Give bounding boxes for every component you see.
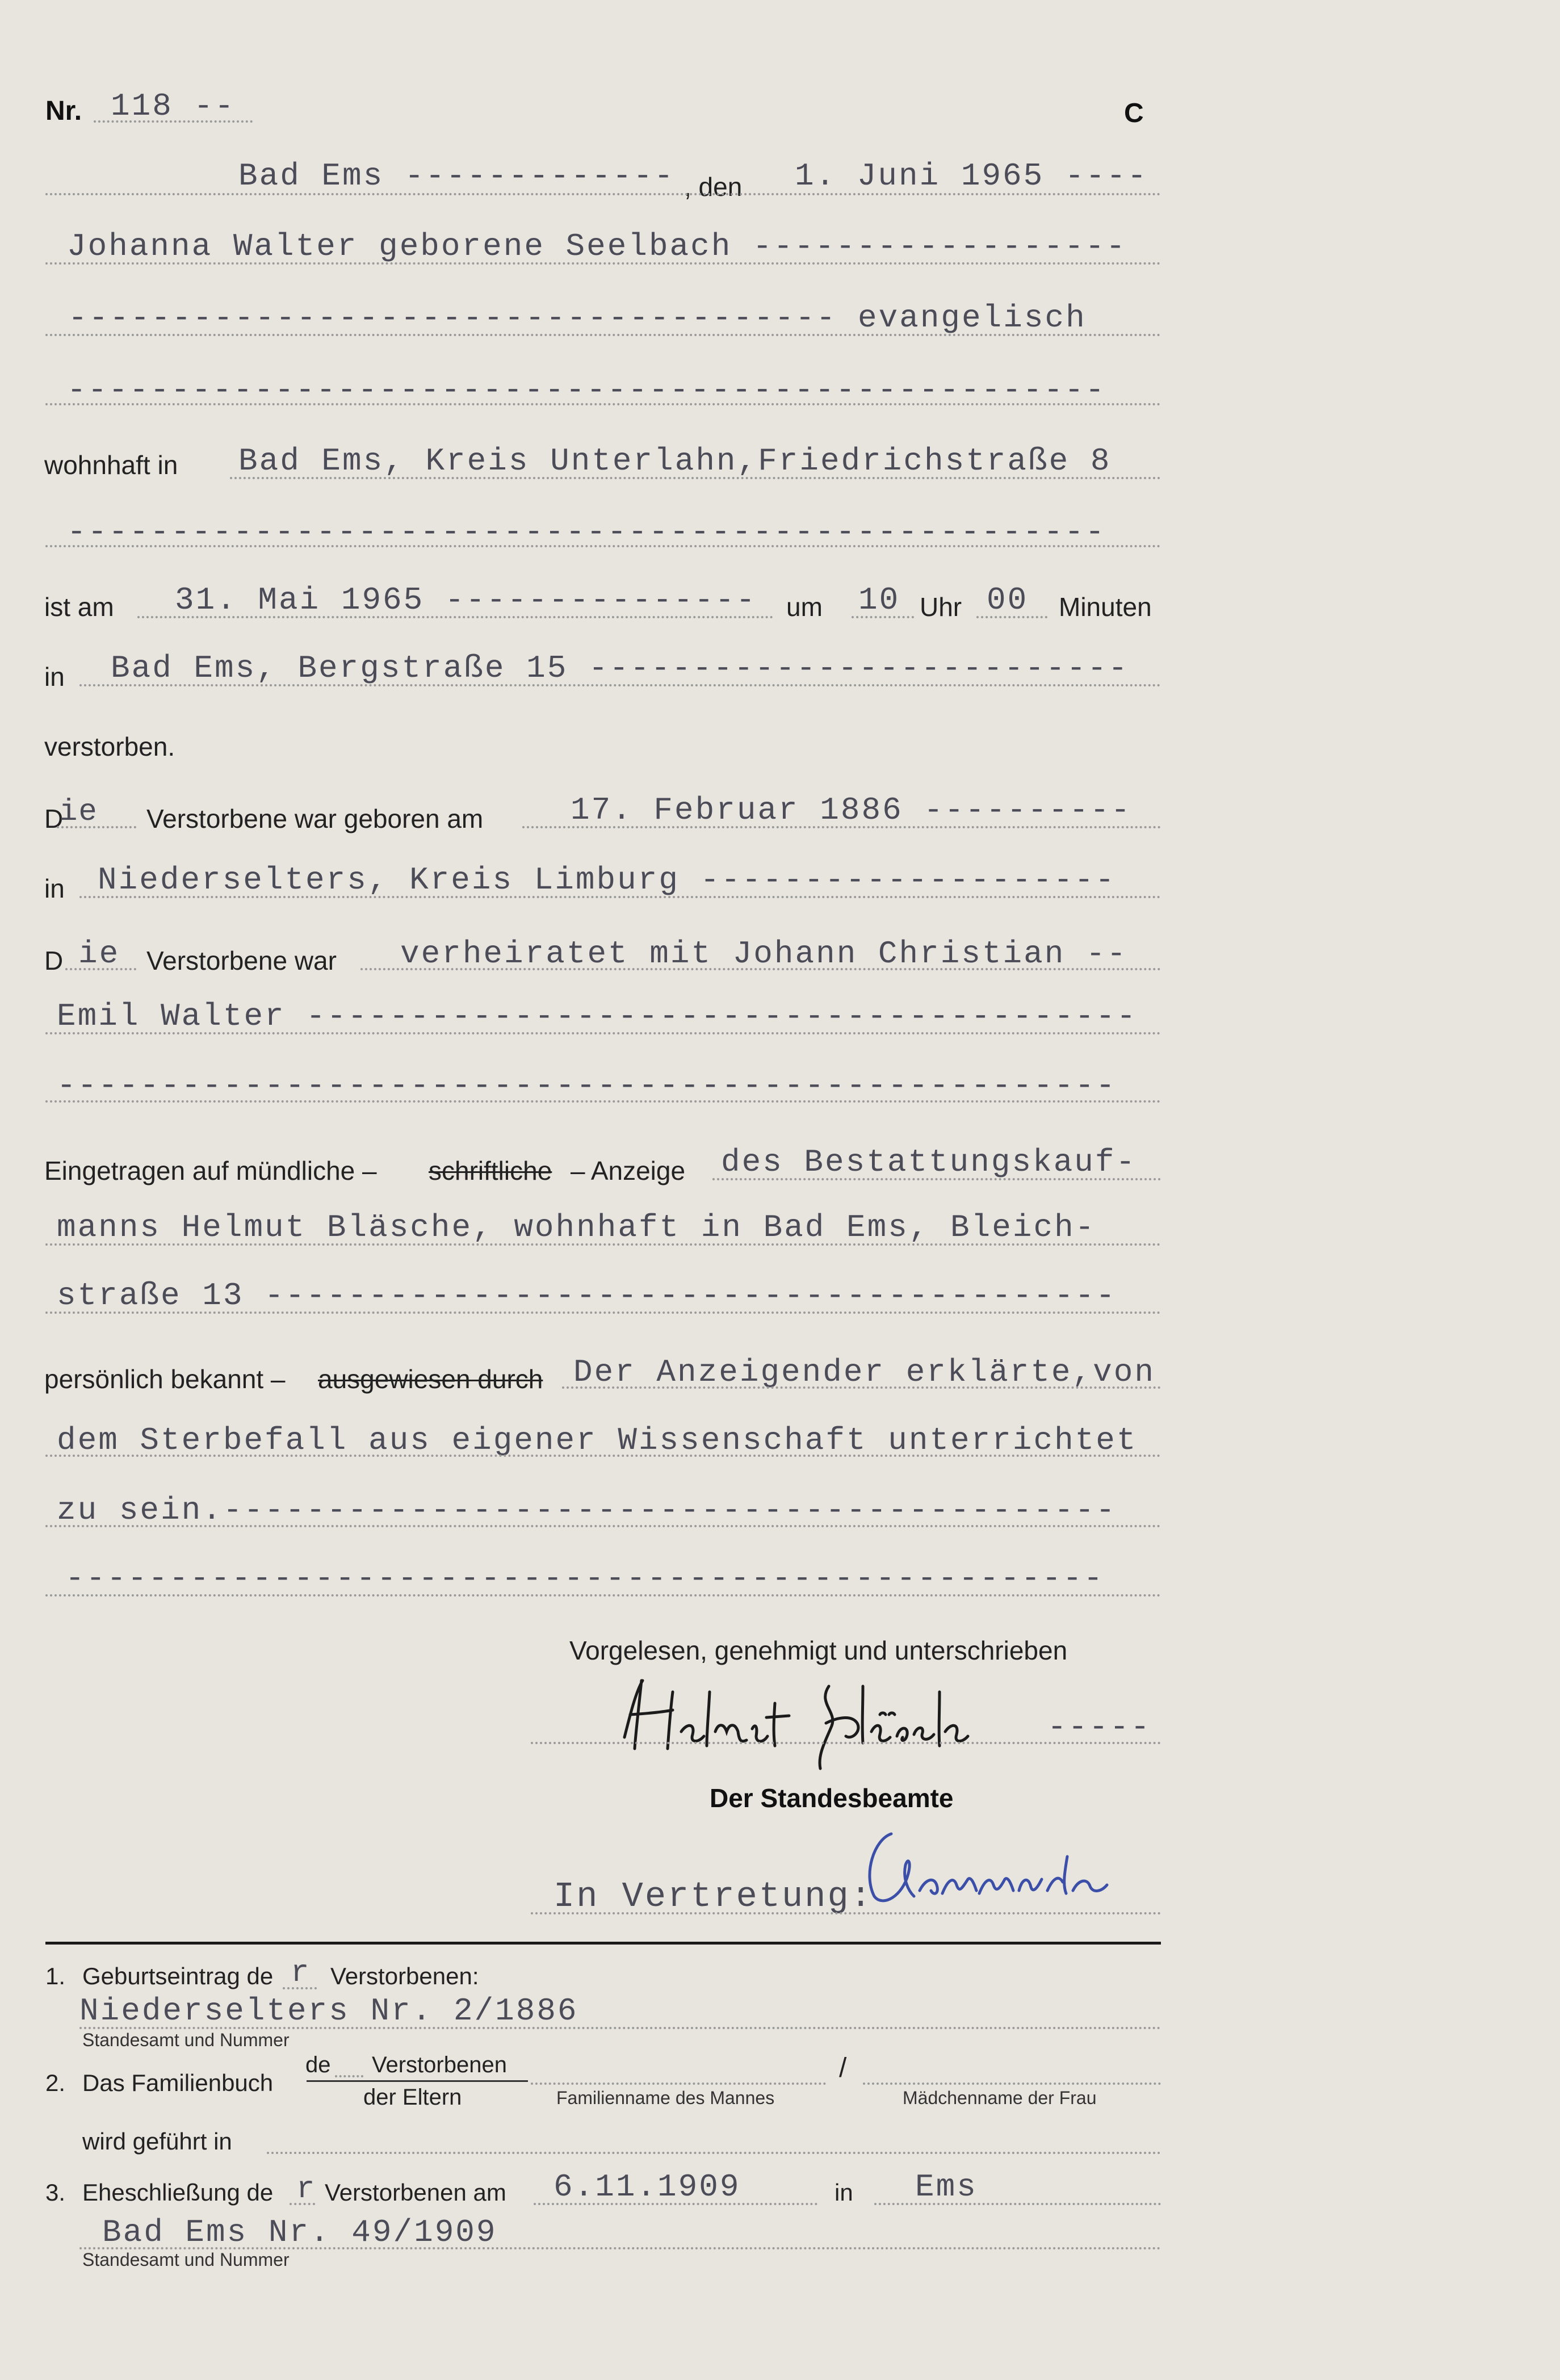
deputy-signature xyxy=(852,1811,1169,1925)
footnote-3-label-2: Verstorbenen am xyxy=(325,2179,506,2206)
birth-in-label: in xyxy=(44,874,65,903)
footnote-2-label: Das Familienbuch xyxy=(82,2069,274,2096)
registrar-signature xyxy=(613,1669,1033,1788)
birth-d-label: D xyxy=(44,804,64,833)
death-hour: 10 xyxy=(858,582,900,618)
deputy-label: In Vertretung: xyxy=(553,1876,873,1917)
minutes-underline xyxy=(976,616,1047,618)
footnote-1-label: Geburtseintrag de xyxy=(82,1963,274,1989)
registration-line-3-underline xyxy=(45,1311,1161,1314)
footnote-2-slash: / xyxy=(839,2053,847,2083)
identity-line-2: dem Sterbefall aus eigener Wissenschaft unterrichtet xyxy=(57,1422,1138,1459)
registration-line-1: des Bestattungskauf- xyxy=(721,1144,1137,1180)
identity-line-4: -------------------------------------------------- xyxy=(65,1560,1105,1597)
footnote-1-suffix-underline xyxy=(283,1987,317,1989)
death-date-underline xyxy=(137,616,773,618)
signature-dashes: ----- xyxy=(1047,1709,1152,1745)
footnote-2-husband-underline xyxy=(531,2082,826,2085)
identity-line-3-underline xyxy=(45,1525,1161,1527)
footnote-1-number: 1. xyxy=(45,1963,66,1989)
date-value: 1. Juni 1965 ---- xyxy=(795,158,1148,194)
place-value: Bad Ems ------------- xyxy=(238,158,675,194)
identity-label-struck: ausgewiesen durch xyxy=(318,1364,543,1394)
nr-value: 118 -- xyxy=(111,88,236,124)
identity-label-prefix: persönlich bekannt – xyxy=(44,1364,286,1394)
death-date: 31. Mai 1965 --------------- xyxy=(175,582,757,618)
hour-underline xyxy=(852,616,914,618)
name-underline xyxy=(45,262,1161,265)
wife-name-caption: Mädchenname der Frau xyxy=(903,2088,1097,2108)
identity-line-1: Der Anzeigender erklärte,von xyxy=(573,1354,1155,1390)
identity-line-1-underline xyxy=(562,1386,1161,1389)
residence-label: wohnhaft in xyxy=(44,450,178,480)
death-in-label: in xyxy=(44,662,65,692)
footnote-2-number: 2. xyxy=(45,2069,66,2096)
nr-underline xyxy=(94,120,253,123)
death-place: Bad Ems, Bergstraße 15 -------------------------- xyxy=(111,650,1129,686)
footnote-3-place: Ems xyxy=(915,2169,978,2205)
footnote-2-wird-label: wird geführt in xyxy=(82,2128,232,2155)
footnote-1-label-2: Verstorbenen: xyxy=(330,1963,479,1989)
footnote-2-verstorbenen: Verstorbenen xyxy=(372,2052,507,2077)
footnote-3-number: 3. xyxy=(45,2179,66,2206)
footnote-2-fraction-line xyxy=(307,2080,528,2082)
marital-d-underline xyxy=(65,968,136,970)
marital-line-1: verheiratet mit Johann Christian -- xyxy=(400,936,1128,972)
birth-date: 17. Februar 1886 ---------- xyxy=(571,792,1132,828)
nr-label: Nr. xyxy=(45,96,82,126)
footnote-1-value-underline xyxy=(79,2027,1161,2029)
husband-name-caption: Familienname des Mannes xyxy=(556,2088,775,2108)
marital-d-suffix: ie xyxy=(78,936,120,972)
footnote-3-date: 6.11.1909 xyxy=(553,2169,741,2205)
footnote-3-label: Eheschließung de xyxy=(82,2179,274,2206)
marital-line-3: --------------------------------------------------- xyxy=(57,1067,1117,1104)
deceased-name: Johanna Walter geborene Seelbach ------------------ xyxy=(67,228,1127,265)
birth-d-underline xyxy=(57,826,136,828)
blank-dash-line: -------------------------------------------------- xyxy=(67,372,1106,408)
born-label: Verstorbene war geboren am xyxy=(146,804,484,833)
footnote-3-place-underline xyxy=(874,2203,1161,2205)
identity-line-4-underline xyxy=(45,1594,1161,1597)
residence-continuation: -------------------------------------------------- xyxy=(67,514,1106,550)
registration-label-struck: schriftliche xyxy=(429,1156,552,1185)
birth-d-suffix: ie xyxy=(59,795,98,829)
footnote-2-de-underline xyxy=(335,2075,363,2077)
religion-line: ------------------------------------- evangelisch xyxy=(68,300,1087,336)
birth-date-underline xyxy=(522,826,1161,828)
death-place-underline xyxy=(79,684,1161,686)
footnote-2-wird-underline xyxy=(267,2152,1161,2154)
registration-line-2-underline xyxy=(45,1243,1161,1246)
footnote-3-date-underline xyxy=(534,2203,817,2205)
residence-cont-underline xyxy=(45,545,1161,547)
registrar-label: Der Standesbeamte xyxy=(710,1783,954,1813)
den-label: , den xyxy=(684,172,743,202)
identity-line-2-underline xyxy=(45,1455,1161,1457)
read-approved-label: Vorgelesen, genehmigt und unterschrieben xyxy=(569,1636,1068,1665)
registration-line-3: straße 13 ----------------------------------------- xyxy=(57,1277,1117,1314)
footnote-2-wife-underline xyxy=(863,2082,1161,2085)
series-letter: C xyxy=(1124,98,1144,128)
birth-place: Niederselters, Kreis Limburg -------------------- xyxy=(98,862,1116,898)
death-minutes: 00 xyxy=(987,582,1029,618)
place-date-underline xyxy=(45,193,1161,195)
footnote-1-suffix: r xyxy=(291,1956,311,1991)
footnote-1-value: Niederselters Nr. 2/1886 xyxy=(79,1993,578,2029)
registry-caption-2: Standesamt und Nummer xyxy=(82,2249,290,2270)
marital-label: Verstorbene war xyxy=(146,946,337,975)
footnote-2-de: de xyxy=(305,2052,331,2077)
identity-line-3: zu sein.------------------------------------------- xyxy=(57,1492,1117,1528)
footnote-3-suffix: r xyxy=(296,2172,316,2207)
registry-caption: Standesamt und Nummer xyxy=(82,2030,290,2050)
footnote-3-suffix-underline xyxy=(290,2203,315,2205)
registration-line-1-underline xyxy=(712,1178,1161,1180)
signature-2-underline xyxy=(531,1912,1161,1914)
marital-line-2-underline xyxy=(45,1032,1161,1034)
residence-value: Bad Ems, Kreis Unterlahn,Friedrichstraße 8 xyxy=(238,443,1112,479)
footnote-separator xyxy=(45,1942,1161,1945)
signature-1-underline xyxy=(531,1742,1161,1744)
marital-line-3-underline xyxy=(45,1100,1161,1103)
residence-underline xyxy=(230,477,1161,479)
birth-place-underline xyxy=(79,896,1161,898)
verstorben-label: verstorben. xyxy=(44,732,175,761)
ist-am-label: ist am xyxy=(44,592,114,622)
footnote-3-value: Bad Ems Nr. 49/1909 xyxy=(102,2214,497,2251)
marital-line-2: Emil Walter ---------------------------------------- xyxy=(57,998,1138,1034)
registration-line-2: manns Helmut Bläsche, wohnhaft in Bad Ems, Bleich- xyxy=(57,1209,1096,1246)
um-label: um xyxy=(786,592,823,622)
footnote-3-in: in xyxy=(834,2179,853,2206)
religion-underline xyxy=(45,334,1161,336)
uhr-label: Uhr xyxy=(920,592,962,622)
registration-label-suffix: – Anzeige xyxy=(571,1156,686,1185)
minuten-label: Minuten xyxy=(1059,592,1152,622)
registration-label-prefix: Eingetragen auf mündliche – xyxy=(44,1156,377,1185)
blank-underline xyxy=(45,403,1161,405)
marital-line-1-underline xyxy=(360,968,1161,970)
marital-d-label: D xyxy=(44,946,64,975)
footnote-2-eltern: der Eltern xyxy=(363,2085,462,2110)
